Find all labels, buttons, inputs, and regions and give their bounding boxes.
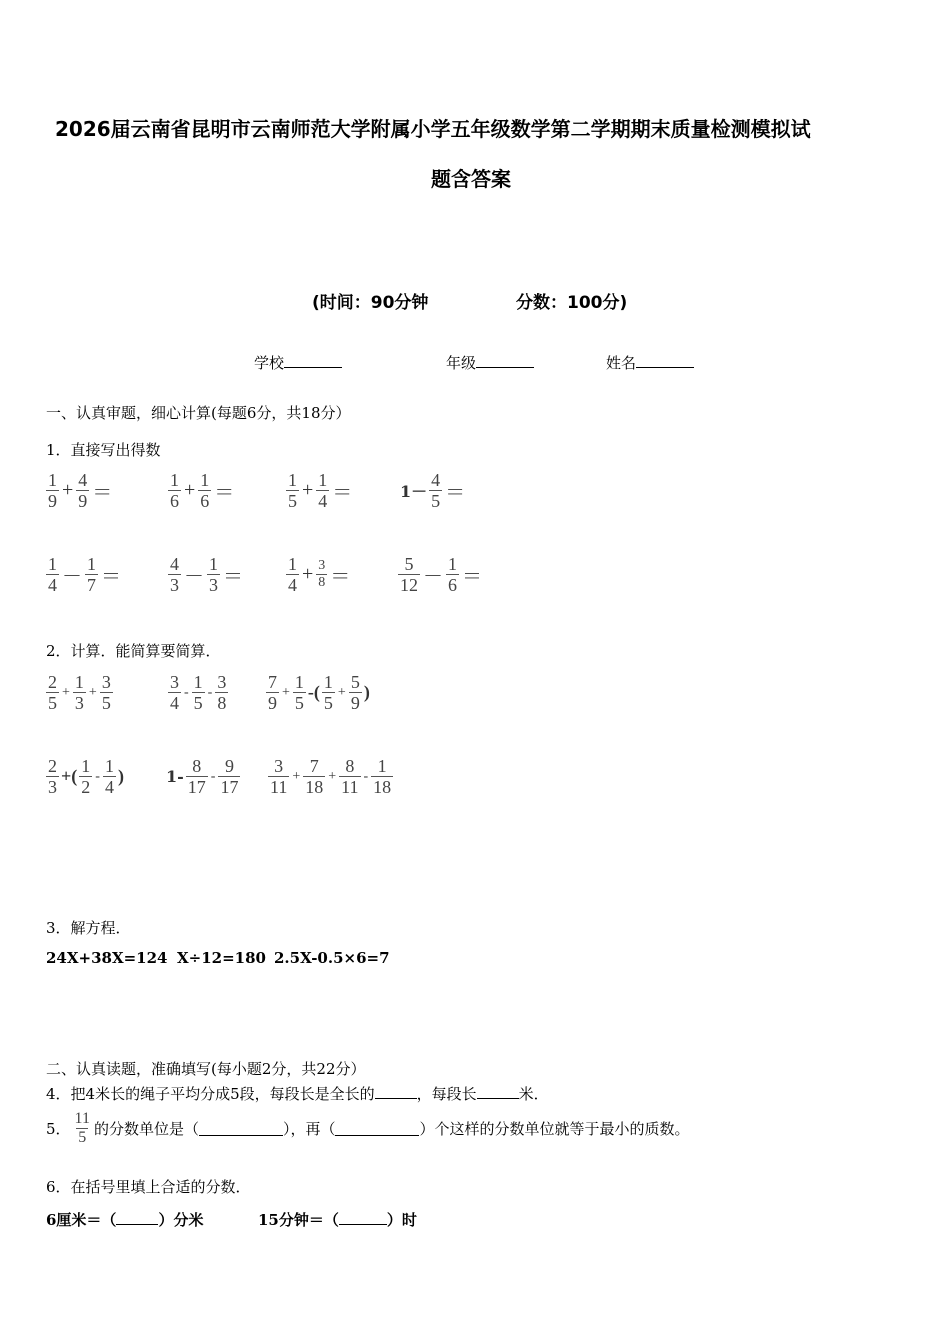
q2-expr-2: $\frac{3}{4}$ - $\frac{1}{5}$ - $\frac{3}{8}$ bbox=[170, 672, 227, 713]
q2-expr-3: $\frac{7}{9}$ + $\frac{1}{5}$ -( $\frac{1}{5}$ + $\frac{5}{9}$ ) bbox=[268, 672, 370, 713]
section1-heading: 一、认真审题，细心计算(每题6分，共18分） bbox=[46, 404, 351, 422]
page-title-line2: 题含答案 bbox=[431, 167, 511, 191]
q2-expr-1: $\frac{2}{5}$ + $\frac{1}{3}$ + $\frac{3}{5}$ bbox=[48, 672, 111, 713]
page-title-line1: 2026届云南省昆明市云南师范大学附属小学五年级数学第二学期期末质量检测模拟试 bbox=[55, 117, 811, 141]
q1-expr-6: $\frac{4}{3}$ － $\frac{1}{3}$ ＝ bbox=[170, 554, 243, 595]
exam-score: 分数：100分) bbox=[516, 293, 628, 313]
name-label: 姓名 bbox=[606, 354, 637, 372]
q1-expr-5: $\frac{1}{4}$ － $\frac{1}{7}$ ＝ bbox=[48, 554, 121, 595]
name-field[interactable] bbox=[606, 352, 694, 373]
q5-blank-2[interactable] bbox=[335, 1121, 419, 1136]
q2-label: 2．计算．能简算要简算． bbox=[46, 642, 221, 660]
q4-text: 4．把4米长的绳子平均分成5段，每段长是全长的 ，每段长 米． bbox=[46, 1085, 549, 1103]
q5-text: 5． $\frac{11}{5}$ 的分数单位是（ ），再（ ）个这样的分数单位就等于最小的质数。 bbox=[46, 1110, 690, 1146]
q6-item-1: 6厘米＝（ ）分米 bbox=[46, 1211, 204, 1229]
equation-3: 2.5X-0.5×6=7 bbox=[274, 949, 390, 967]
q2-expr-5: 1- $\frac{8}{17}$ - $\frac{9}{17}$ bbox=[166, 756, 239, 797]
q1-label: 1．直接写出得数 bbox=[46, 441, 161, 459]
q1-expr-1: $\frac{1}{9}$ + $\frac{4}{9}$ ＝ bbox=[48, 470, 113, 511]
exam-time: (时间：90分钟 bbox=[312, 293, 429, 313]
q1-expr-7: $\frac{1}{4}$ + $\frac{3}{8}$ ＝ bbox=[288, 554, 351, 595]
equation-2: X÷12=180 bbox=[177, 949, 266, 967]
q6-blank-1[interactable] bbox=[116, 1210, 158, 1225]
school-label: 学校 bbox=[254, 354, 285, 372]
q6-label: 6．在括号里填上合适的分数． bbox=[46, 1178, 251, 1196]
q6-blank-2[interactable] bbox=[339, 1210, 387, 1225]
q3-label: 3．解方程． bbox=[46, 919, 131, 937]
q2-expr-6: $\frac{3}{11}$ + $\frac{7}{18}$ + $\frac{8}{11}$ - $\frac{1}{18}$ bbox=[270, 756, 392, 797]
q2-expr-4: $\frac{2}{3}$ +( $\frac{1}{2}$ - $\frac{1}{4}$ ) bbox=[48, 756, 124, 797]
grade-label: 年级 bbox=[446, 354, 477, 372]
school-field[interactable] bbox=[254, 352, 342, 373]
q1-expr-2: $\frac{1}{6}$ + $\frac{1}{6}$ ＝ bbox=[170, 470, 235, 511]
q1-expr-8: $\frac{5}{12}$ － $\frac{1}{6}$ ＝ bbox=[400, 554, 482, 595]
q4-blank-1[interactable] bbox=[375, 1084, 417, 1099]
q1-expr-4: 1－ $\frac{4}{5}$ ＝ bbox=[400, 470, 466, 511]
q1-expr-3: $\frac{1}{5}$ + $\frac{1}{4}$ ＝ bbox=[288, 470, 353, 511]
q6-item-2: 15分钟＝（ ）时 bbox=[258, 1211, 417, 1229]
equation-1: 24X+38X=124 bbox=[46, 949, 168, 967]
grade-field[interactable] bbox=[446, 352, 534, 373]
section2-heading: 二、认真读题，准确填写(每小题2分，共22分） bbox=[46, 1060, 366, 1078]
q5-blank-1[interactable] bbox=[199, 1121, 283, 1136]
q4-blank-2[interactable] bbox=[477, 1084, 519, 1099]
